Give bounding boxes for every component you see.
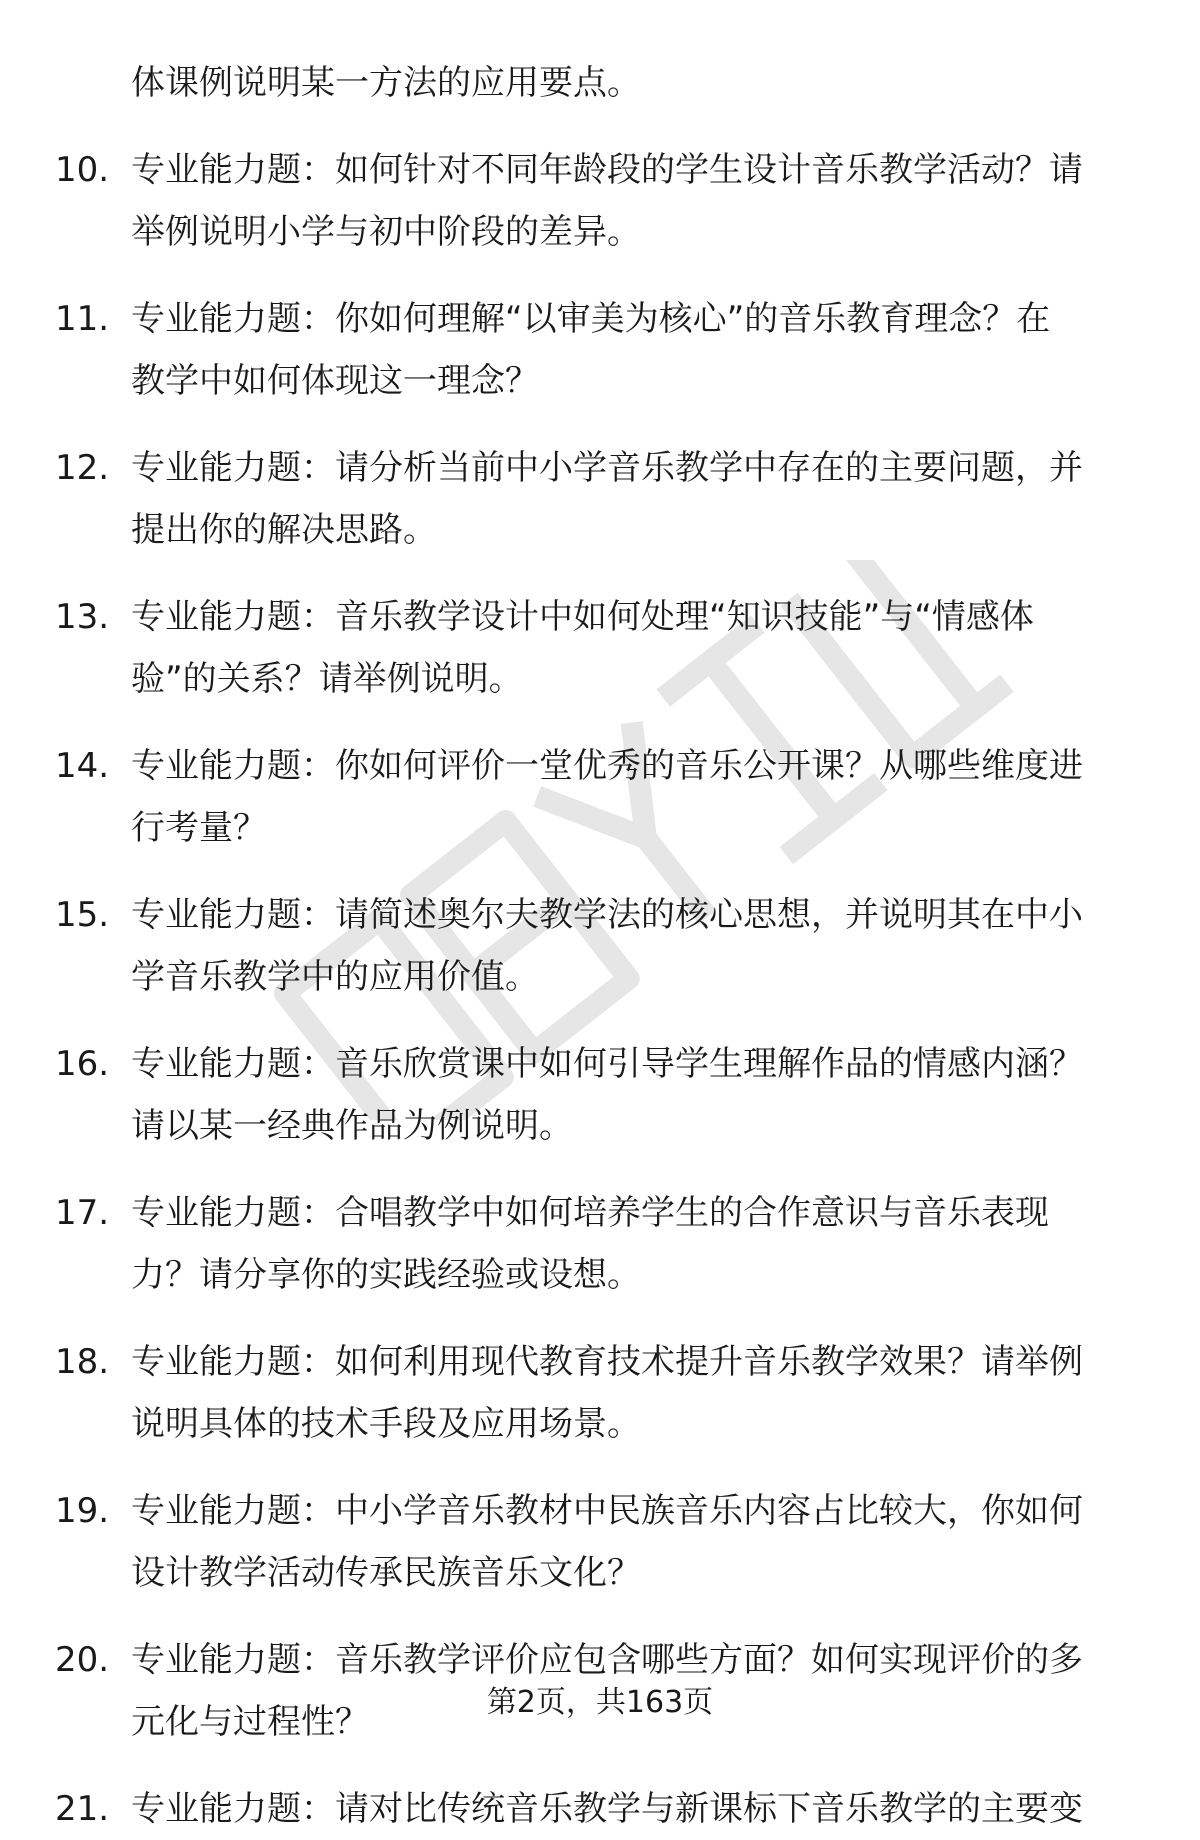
- list-item: [0, 1331, 1200, 1455]
- page-footer: 第2页，共163页: [486, 1685, 714, 1720]
- item-number: 10.: [55, 150, 110, 190]
- item-text: [131, 288, 1141, 412]
- item-text: [131, 1480, 1141, 1604]
- item-number: 16.: [55, 1044, 110, 1084]
- item-line: 说明具体的技术手段及应用场景。: [131, 1404, 641, 1444]
- item-text: [131, 1033, 1141, 1157]
- item-line: 专业能力题：音乐教学设计中如何处理“知识技能”与“情感体: [131, 597, 1034, 637]
- item-line: 专业能力题：音乐欣赏课中如何引导学生理解作品的情感内涵？: [131, 1044, 1083, 1084]
- item-number: 12.: [55, 448, 110, 488]
- list-item: [0, 1182, 1200, 1306]
- item-line: 验”的关系？请举例说明。: [131, 659, 523, 699]
- item-line: 请以某一经典作品为例说明。: [131, 1106, 573, 1146]
- item-line: 教学中如何体现这一理念？: [131, 361, 539, 401]
- list-item: [0, 139, 1200, 263]
- item-line: 专业能力题：请对比传统音乐教学与新课标下音乐教学的主要变: [131, 1789, 1083, 1829]
- item-number: 15.: [55, 895, 110, 935]
- list-item: [0, 586, 1200, 710]
- item-number: 18.: [55, 1342, 110, 1382]
- item-line: 专业能力题：你如何理解“以审美为核心”的音乐教育理念？在: [131, 299, 1051, 339]
- item-line: 专业能力题：你如何评价一堂优秀的音乐公开课？从哪些维度进: [131, 746, 1083, 786]
- item-line: 专业能力题：合唱教学中如何培养学生的合作意识与音乐表现: [131, 1193, 1049, 1233]
- item-number: 20.: [55, 1640, 110, 1680]
- list-item: [0, 1778, 1200, 1840]
- item-line: 专业能力题：如何针对不同年龄段的学生设计音乐教学活动？请: [131, 150, 1083, 190]
- item-line: 专业能力题：音乐教学评价应包含哪些方面？如何实现评价的多: [131, 1640, 1083, 1680]
- item-number: 11.: [55, 299, 110, 339]
- item-text: [131, 735, 1141, 859]
- question-list: [0, 52, 1200, 1840]
- list-item: [0, 437, 1200, 561]
- item-line: 学音乐教学中的应用价值。: [131, 957, 539, 997]
- item-line: 元化与过程性？: [131, 1702, 369, 1742]
- item-text: [131, 1778, 1141, 1840]
- item-number: 17.: [55, 1193, 110, 1233]
- item-line: 提出你的解决思路。: [131, 510, 437, 550]
- item-text: [131, 139, 1141, 263]
- item-number: 19.: [55, 1491, 110, 1531]
- item-text: [131, 586, 1141, 710]
- item-number: 21.: [55, 1789, 110, 1829]
- item-line: 行考量？: [131, 808, 267, 848]
- item-line: 专业能力题：中小学音乐教材中民族音乐内容占比较大，你如何: [131, 1491, 1083, 1531]
- item-text: [131, 1331, 1141, 1455]
- list-item: [0, 1033, 1200, 1157]
- item-number: 14.: [55, 746, 110, 786]
- list-item: [0, 735, 1200, 859]
- list-item: [0, 1480, 1200, 1604]
- item-number: 13.: [55, 597, 110, 637]
- item-text: [131, 1182, 1141, 1306]
- item-line: 举例说明小学与初中阶段的差异。: [131, 212, 641, 252]
- list-item: [0, 288, 1200, 412]
- item-line: 设计教学活动传承民族音乐文化？: [131, 1553, 641, 1593]
- item-line: 力？请分享你的实践经验或设想。: [131, 1255, 641, 1295]
- item-line: 专业能力题：如何利用现代教育技术提升音乐教学效果？请举例: [131, 1342, 1083, 1382]
- item-text: [131, 437, 1141, 561]
- list-item: [0, 884, 1200, 1008]
- continuation-text: 体课例说明某一方法的应用要点。: [131, 63, 641, 103]
- item-line: 专业能力题：请简述奥尔夫教学法的核心思想，并说明其在中小: [131, 895, 1083, 935]
- item-text: [131, 884, 1141, 1008]
- item-line: 专业能力题：请分析当前中小学音乐教学中存在的主要问题，并: [131, 448, 1083, 488]
